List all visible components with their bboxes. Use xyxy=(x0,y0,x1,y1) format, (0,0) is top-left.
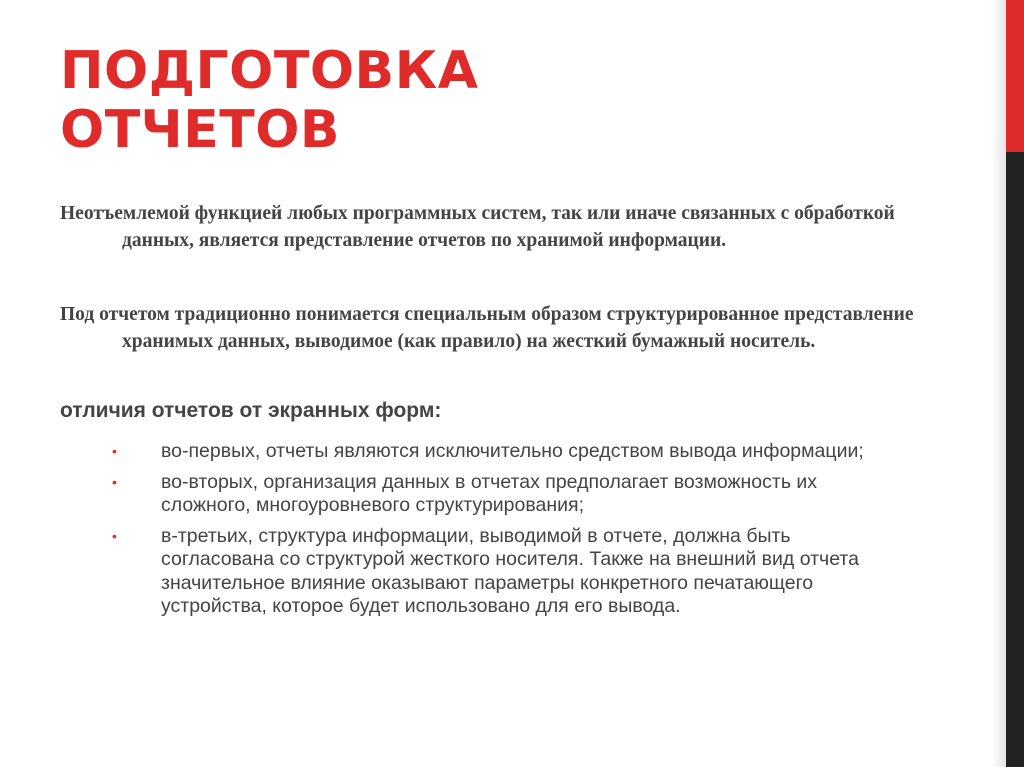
bullet-list xyxy=(110,440,890,626)
bullet-icon: • xyxy=(112,527,117,544)
list-item xyxy=(110,471,890,518)
accent-bar-red xyxy=(1006,0,1024,152)
slide-title xyxy=(60,42,960,160)
list-item xyxy=(110,525,890,619)
list-item-text: во-первых, отчеты являются исключительно средством вывода информации; xyxy=(161,440,864,462)
edge-shadow xyxy=(992,0,1006,767)
list-item-text: в-третьих, структура информации, выводимой в отчете, должна быть согласована со структурой жесткого носителя. Также на внешний вид отчета значительное влияние оказывают параметры конкретного печатающего устройства, которое будет использовано для его вывода. xyxy=(161,524,859,617)
list-item-text: во-вторых, организация данных в отчетах предполагает возможность их сложного, многоуровневого структурирования; xyxy=(161,470,818,516)
paragraph-reports-function: Неотъемлемой функцией любых программных систем, так или иначе связанных с обработкой данных, является представление отчетов по хранимой информации. xyxy=(60,203,895,251)
subheading-differences: отличия отчетов от экранных форм: xyxy=(60,399,442,422)
slide-title-line-1: ПОДГОТОВКА xyxy=(60,41,479,101)
list-item xyxy=(110,440,890,464)
paragraph-report-definition: Под отчетом традиционно понимается специальным образом структурированное представление хранимых данных, выводимое (как правило) на жесткий бумажный носитель. xyxy=(60,304,914,352)
slide-title-line-2: ОТЧЕТОВ xyxy=(60,100,341,160)
accent-bar-black xyxy=(1006,152,1024,767)
bullet-icon: • xyxy=(112,473,117,490)
bullet-icon: • xyxy=(112,443,117,459)
